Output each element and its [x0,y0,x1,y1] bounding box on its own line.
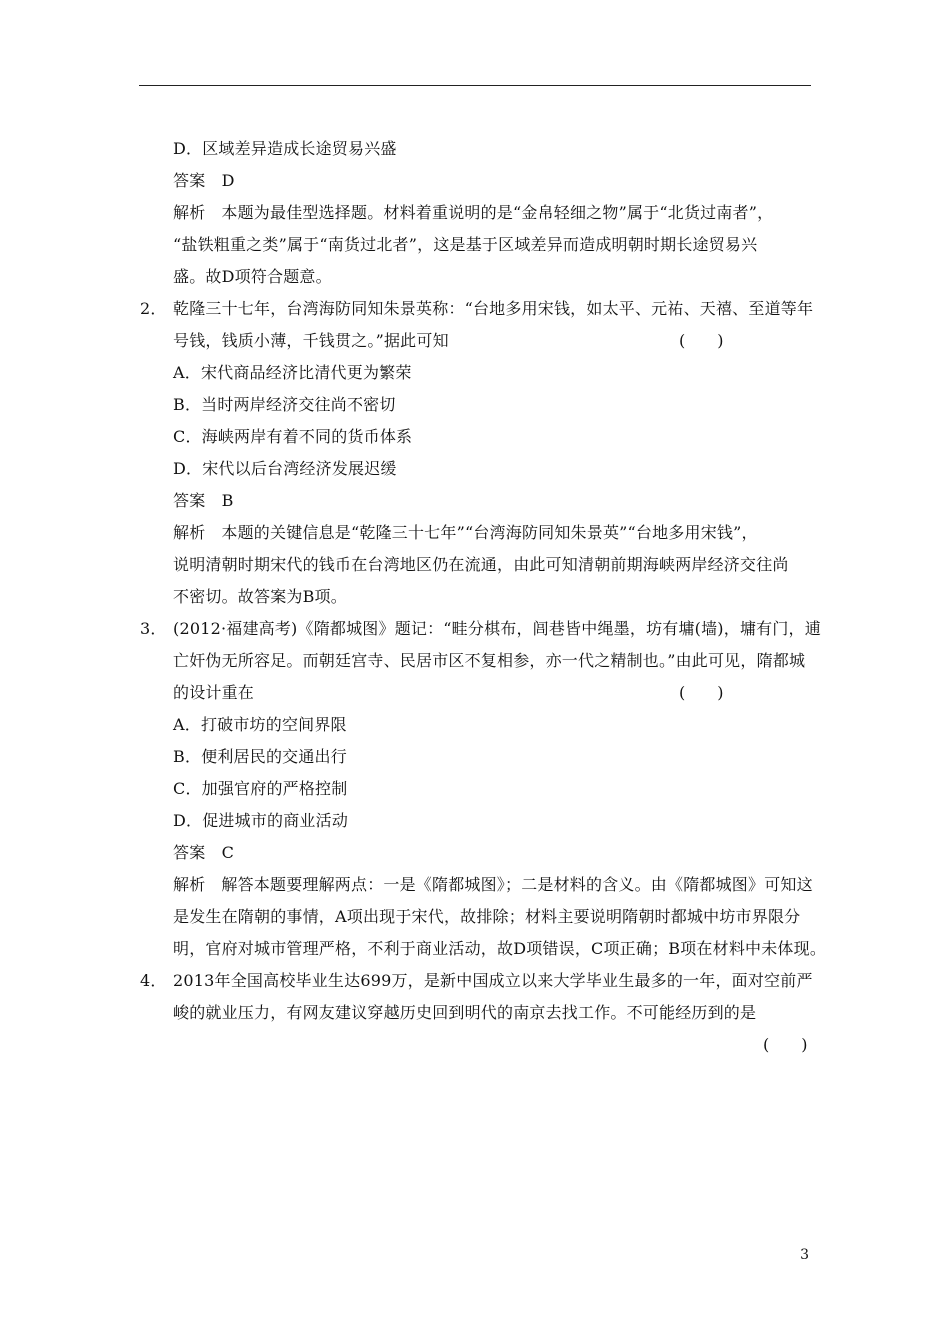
q2-answer: 答案 B [173,491,234,510]
q3-analysis-line-2: 是发生在隋朝的事情，A项出现于宋代，故排除；材料主要说明隋朝时都城中坊市界限分 [173,907,801,926]
q2-stem-line-2: 号钱，钱质小薄，千钱贯之。”据此可知 [173,331,449,350]
q3-analysis-line-1: 解析 解答本题要理解两点：一是《隋都城图》；二是材料的含义。由《隋都城图》可知这 [173,875,813,894]
q1-option-d: D．区域差异造成长途贸易兴盛 [173,139,397,158]
page-number: 3 [800,1247,809,1263]
q2-analysis-line-2: 说明清朝时期宋代的钱币在台湾地区仍在流通，由此可知清朝前期海峡两岸经济交往尚 [173,555,789,574]
q2-option-a: A．宋代商品经济比清代更为繁荣 [173,363,412,382]
q2-analysis-line-3: 不密切。故答案为B项。 [173,587,347,606]
q4-stem-line-1: 2013年全国高校毕业生达699万，是新中国成立以来大学毕业生最多的一年，面对空前严 [173,971,813,990]
q4-stem-line-2: 峻的就业压力，有网友建议穿越历史回到明代的南京去找工作。不可能经历到的是 [173,1003,757,1022]
q4-answer-bracket: ( ) [763,1035,808,1054]
q3-number: 3． [140,619,167,638]
q2-number: 2． [140,299,167,318]
q2-answer-bracket: ( ) [679,331,724,350]
q3-option-c: C．加强官府的严格控制 [173,779,348,798]
q1-analysis-line-1: 解析 本题为最佳型选择题。材料着重说明的是“金帛轻细之物”属于“北货过南者”， [173,203,774,222]
q3-stem-line-3: 的设计重在 [173,683,255,702]
header-rule [139,85,811,86]
q3-analysis-line-3: 明，官府对城市管理严格，不利于商业活动，故D项错误，C项正确；B项在材料中未体现。 [173,939,827,958]
q1-analysis-label: 解析 [173,203,206,222]
q1-analysis-line-2: “盐铁粗重之类”属于“南货过北者”，这是基于区域差异而造成明朝时期长途贸易兴 [173,235,758,254]
q3-answer-bracket: ( ) [679,683,724,702]
q4-number: 4． [140,971,167,990]
q2-stem-line-1: 乾隆三十七年，台湾海防同知朱景英称：“台地多用宋钱，如太平、元祐、天禧、至道等年 [173,299,814,318]
q1-analysis-line-3: 盛。故D项符合题意。 [173,267,332,286]
q3-stem-line-1: (2012·福建高考)《隋都城图》题记：“畦分棋布，闾巷皆中绳墨，坊有墉(墙)，墉有门，逋 [173,619,821,638]
q2-option-d: D．宋代以后台湾经济发展迟缓 [173,459,397,478]
q3-analysis-label: 解析 [173,875,206,894]
q2-analysis-line-1: 解析 本题的关键信息是“乾隆三十七年”“台湾海防同知朱景英”“台地多用宋钱”， [173,523,758,542]
q3-option-a: A．打破市坊的空间界限 [173,715,347,734]
q3-option-b: B．便利居民的交通出行 [173,747,347,766]
q2-option-b: B．当时两岸经济交往尚不密切 [173,395,396,414]
q2-option-c: C．海峡两岸有着不同的货币体系 [173,427,413,446]
q3-stem-line-2: 亡奸伪无所容足。而朝廷宫寺、民居市区不复相参，亦一代之精制也。”由此可见，隋都城 [173,651,806,670]
q1-answer: 答案 D [173,171,235,190]
q3-option-d: D．促进城市的商业活动 [173,811,349,830]
q2-analysis-label: 解析 [173,523,206,542]
q3-answer: 答案 C [173,843,235,862]
